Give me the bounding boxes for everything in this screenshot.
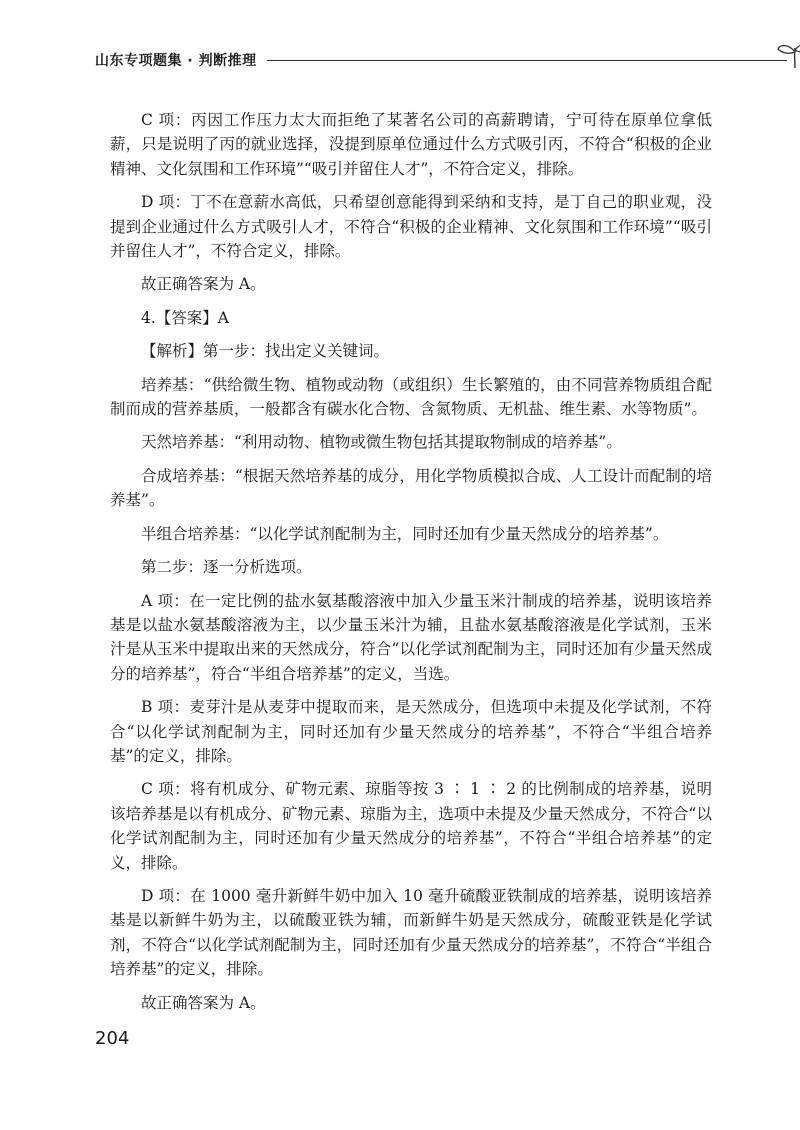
paragraph-option-d-prev: D 项：丁不在意薪水高低，只希望创意能得到采纳和支持，是丁自己的职业观，没提到企业通过什么方式吸引人才，不符合“积极的企业精神、文化氛围和工作环境”“吸引并留住人才”，不符合定义，排除。 (110, 193, 712, 261)
paragraph-option-b: B 项：麦芽汁是从麦芽中提取而来，是天然成分，但选项中未提及化学试剂，不符合“以化学试剂配制为主，同时还加有少量天然成分的培养基”，不符合“半组合培养基”的定义，排除。 (110, 698, 712, 765)
paragraph-definition-synthetic: 合成培养基：“根据天然培养基的成分，用化学物质模拟合成、人工设计而配制的培养基”。 (110, 466, 712, 510)
paragraph-definition-medium: 培养基：“供给微生物、植物或动物（或组织）生长繁殖的，由不同营养物质组合配制而成的营养基质，一般都含有碳水化合物、含氮物质、无机盐、维生素、水等物质”。 (110, 375, 712, 419)
paragraph-option-a: A 项：在一定比例的盐水氨基酸溶液中加入少量玉米汁制成的培养基，说明该培养基是以盐水氨基酸溶液为主，以少量玉米汁为辅，且盐水氨基酸溶液是化学试剂，玉米汁是从玉米中提取出来的天然成分，符合“以化学试剂配制为主，同时还加有少量天然成分的培养基”，符合“半组合培养基”的定义，当选。 (110, 591, 712, 683)
sprout-icon (775, 40, 800, 70)
paragraph-analysis-step1: 【解析】第一步：找出定义关键词。 (141, 342, 390, 361)
running-header (95, 44, 725, 74)
paragraph-answer-4: 4.【答案】A (141, 308, 229, 327)
paragraph-option-c-prev: C 项：丙因工作压力太大而拒绝了某著名公司的高薪聘请，宁可待在原单位拿低薪，只是说明了丙的就业选择，没提到原单位通过什么方式吸引丙，不符合“积极的企业精神、文化氛围和工作环境”“吸引并留住人才”，不符合定义，排除。 (110, 111, 712, 178)
header-rule (267, 60, 787, 61)
paragraph-definition-natural: 天然培养基：“利用动物、植物或微生物包括其提取物制成的培养基”。 (141, 433, 622, 452)
paragraph-option-c: C 项：将有机成分、矿物元素、琼脂等按 3 ∶ 1 ∶ 2 的比例制成的培养基，说明该培养基是以有机成分、矿物元素、琼脂为主，选项中未提及少量天然成分，不符合“以化学试剂配制为主，同时还加有少量天然成分的培养基”，不符合“半组合培养基”的定义，排除。 (110, 780, 712, 872)
paragraph-conclusion: 故正确答案为 A。 (141, 993, 266, 1012)
paragraph-definition-semi: 半组合培养基：“以化学试剂配制为主，同时还加有少量天然成分的培养基”。 (141, 524, 669, 543)
header-title: 山东专项题集 · 判断推理 (95, 53, 257, 69)
paragraph-option-d: D 项：在 1000 毫升新鲜牛奶中加入 10 毫升硫酸亚铁制成的培养基，说明该培养基是以新鲜牛奶为主，以硫酸亚铁为辅，而新鲜牛奶是天然成分，硫酸亚铁是化学试剂，不符合“以化学试剂配制为主，同时还加有少量天然成分的培养基”，不符合“半组合培养基”的定义，排除。 (110, 886, 712, 979)
page-number: 204 (95, 1028, 130, 1049)
paragraph-conclusion-prev: 故正确答案为 A。 (141, 275, 266, 294)
answer-explanation-body (110, 108, 712, 1024)
paragraph-analysis-step2: 第二步：逐一分析选项。 (141, 558, 312, 577)
